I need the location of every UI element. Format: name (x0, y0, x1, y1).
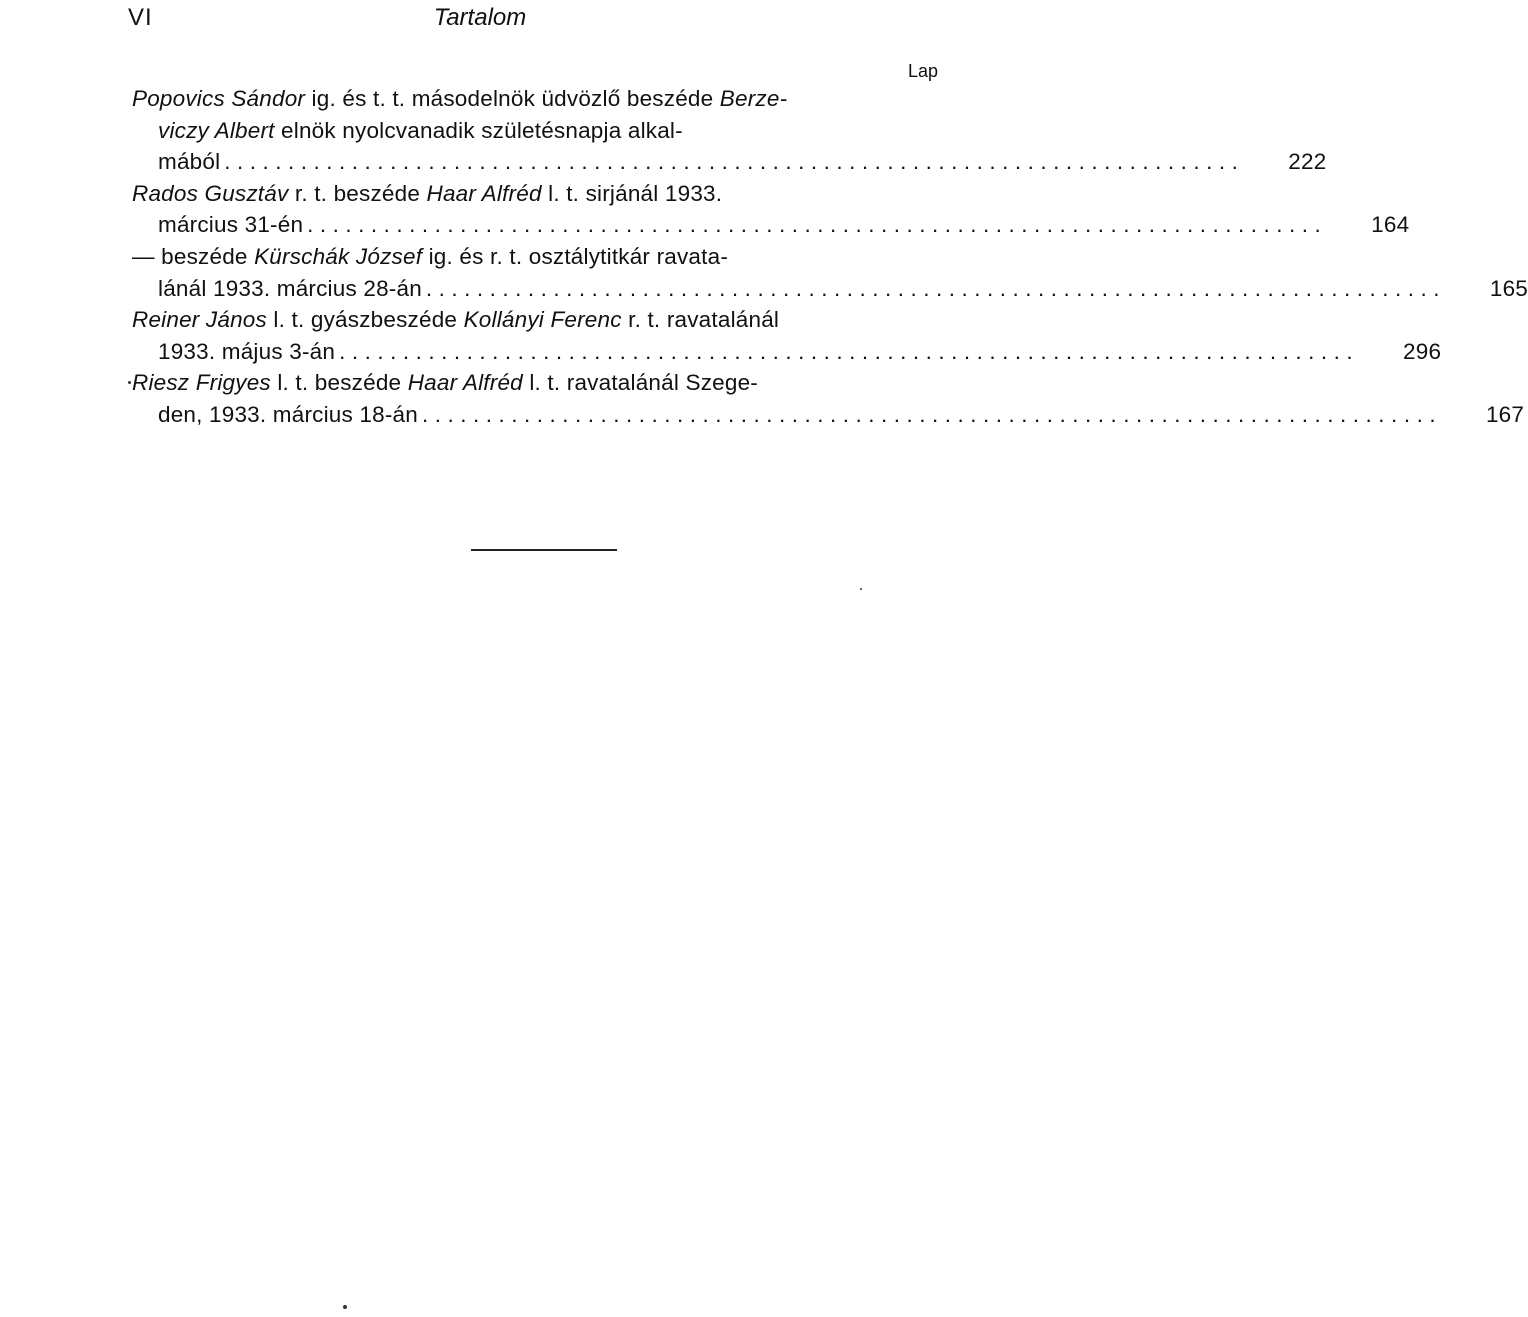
toc-page-number: 296 (1403, 338, 1442, 364)
toc-text: elnök nyolcvanadik születésnapja alkal- (274, 117, 683, 143)
toc-line (132, 241, 952, 273)
toc-line (132, 178, 952, 210)
toc-line (132, 304, 952, 336)
toc-line (132, 146, 1327, 178)
toc-name: viczy Albert (158, 117, 275, 143)
running-title: Tartalom (433, 4, 527, 31)
toc-line (132, 273, 1528, 305)
toc-text: r. t. ravatalánál (621, 307, 780, 333)
toc-name: Rados Gusztáv (132, 180, 289, 206)
toc-line (132, 209, 1410, 241)
toc-text: l. t. ravatalánál Szege- (522, 370, 758, 396)
toc-text: mából (158, 149, 221, 175)
toc-line (132, 367, 952, 399)
toc-text: ig. és t. t. másodelnök üdvözlő beszéde (305, 86, 720, 111)
toc-text: l. t. gyászbeszéde (266, 307, 464, 333)
toc-line (132, 399, 1525, 431)
toc-name: Haar Alfréd (426, 180, 542, 206)
toc-name: Haar Alfréd (407, 370, 523, 396)
toc-name: Kollányi Ferenc (463, 307, 622, 333)
print-speck (343, 1305, 347, 1309)
dot-leader: ................................................................................ (224, 149, 1245, 175)
toc-text: március 31-én (158, 212, 304, 238)
toc-text: lánál 1933. március 28-án (158, 275, 422, 301)
toc-text: l. t. sirjánál 1933. (541, 180, 723, 206)
toc-text: l. t. beszéde (270, 370, 408, 396)
toc-name: Berze- (719, 86, 788, 111)
toc-line (132, 336, 1442, 368)
toc-name: Popovics Sándor (132, 86, 306, 111)
toc-line (132, 83, 952, 115)
toc-page-number: 165 (1489, 275, 1528, 301)
print-speck (128, 381, 131, 384)
toc-line (132, 115, 952, 147)
toc-page-number: 167 (1485, 401, 1525, 427)
toc-name: Kürschák József (254, 243, 423, 269)
print-speck (860, 588, 862, 590)
toc-text: den, 1933. március 18-án (158, 401, 418, 427)
dot-leader: ................................................................................ (421, 401, 1443, 427)
dot-leader: ................................................................................ (425, 275, 1447, 301)
toc-text: 1933. május 3-án (158, 338, 336, 364)
dot-leader: ................................................................................ (339, 338, 1360, 364)
toc-name: Riesz Frigyes (132, 370, 271, 396)
toc-name: Reiner János (132, 307, 267, 333)
toc-text: ig. és r. t. osztálytitkár ravata- (422, 243, 729, 269)
toc-text: r. t. beszéde (288, 180, 427, 206)
page-number: VI (128, 4, 153, 31)
table-of-contents (132, 83, 1528, 431)
page-column-label: Lap (907, 61, 938, 81)
closing-rule (471, 549, 617, 551)
toc-page-number: 222 (1288, 149, 1327, 175)
dot-leader: ................................................................................ (307, 212, 1328, 238)
toc-page-number: 164 (1371, 212, 1410, 238)
toc-text: — beszéde (132, 243, 255, 269)
